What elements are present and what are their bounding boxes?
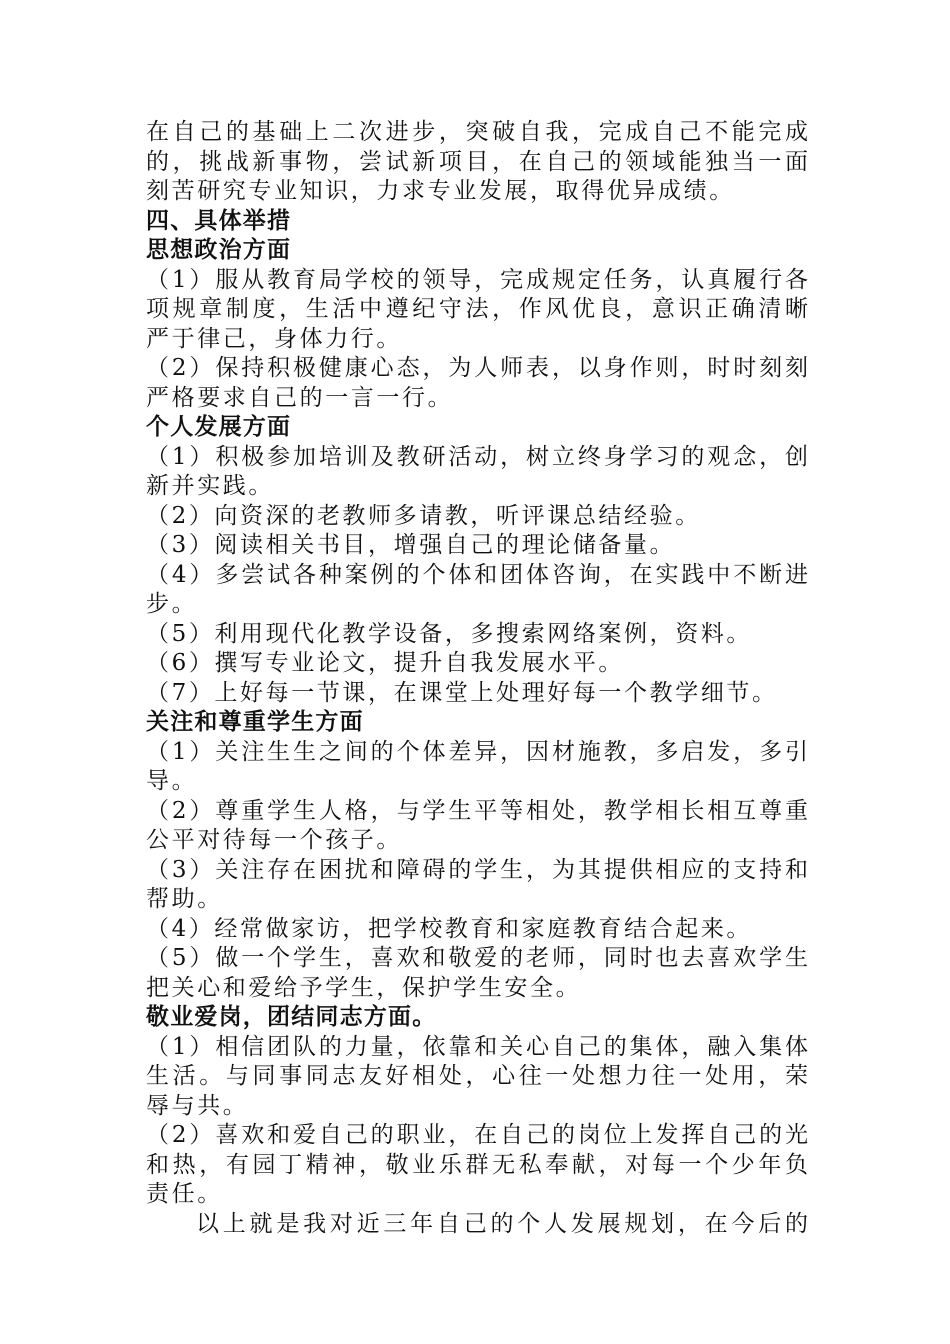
- text-line: 帮助。: [146, 886, 223, 912]
- text-line: 新并实践。: [146, 473, 274, 499]
- text-line: 责任。: [146, 1181, 223, 1207]
- text-line: 把关心和爱给予学生，保护学生安全。: [146, 974, 582, 1001]
- text-line: （2）喜欢和爱自己的职业，在自己的岗位上发挥自己的光: [146, 1122, 808, 1148]
- text-line: 严于律己，身体力行。: [146, 325, 402, 352]
- section-heading: 关注和尊重学生方面: [146, 709, 364, 735]
- text-line: （5）做一个学生，喜欢和敬爱的老师，同时也去喜欢学生: [146, 945, 808, 971]
- text-line: （1）服从教育局学校的领导，完成规定任务，认真履行各: [146, 266, 808, 293]
- text-line: （7）上好每一节课，在课堂上处理好每一个教学细节。: [146, 679, 778, 706]
- text-line: 在自己的基础上二次进步，突破自我，完成自己不能完成: [146, 119, 808, 145]
- text-line: （3）阅读相关书目，增强自己的理论储备量。: [146, 532, 676, 558]
- text-line: 步。: [146, 591, 198, 617]
- text-line: 刻苦研究专业知识，力求专业发展，取得优异成绩。: [146, 178, 735, 204]
- text-line: （5）利用现代化教学设备，多搜索网络案例，资料。: [146, 620, 753, 647]
- text-line: （4）经常做家访，把学校教育和家庭教育结合起来。: [146, 915, 753, 942]
- section-heading: 四、具体举措: [146, 207, 292, 234]
- text-line: （2）向资深的老教师多请教，听评课总结经验。: [146, 502, 701, 529]
- text-line: 生活。与同事同志友好相处，心往一处想力往一处用，荣: [146, 1063, 808, 1089]
- text-line: 以上就是我对近三年自己的个人发展规划，在今后的: [196, 1210, 808, 1237]
- text-line: 导。: [146, 768, 198, 794]
- text-line: 的，挑战新事物，尝试新项目，在自己的领域能独当一面: [146, 148, 808, 175]
- text-line: 公平对待每一个孩子。: [146, 827, 402, 853]
- text-line: （3）关注存在困扰和障碍的学生，为其提供相应的支持和: [146, 856, 808, 883]
- text-line: （4）多尝试各种案例的个体和团体咨询，在实践中不断进: [146, 561, 808, 588]
- text-line: 项规章制度，生活中遵纪守法，作风优良，意识正确清晰: [146, 296, 808, 322]
- section-heading: 个人发展方面: [146, 414, 292, 440]
- text-line: （1）关注生生之间的个体差异，因材施教，多启发，多引: [146, 738, 808, 765]
- document-page: [146, 118, 808, 1239]
- text-line: （2）尊重学生人格，与学生平等相处，教学相长相互尊重: [146, 797, 808, 824]
- text-line: （2）保持积极健康心态，为人师表，以身作则，时时刻刻: [146, 355, 808, 381]
- section-heading: 敬业爱岗，团结同志方面。: [146, 1004, 437, 1030]
- text-line: （6）撰写专业论文，提升自我发展水平。: [146, 650, 625, 676]
- section-heading: 思想政治方面: [146, 237, 292, 263]
- text-line: （1）积极参加培训及教研活动，树立终身学习的观念，创: [146, 443, 808, 470]
- text-line: 严格要求自己的一言一行。: [146, 384, 454, 411]
- text-line: 辱与共。: [146, 1092, 249, 1119]
- text-line: （1）相信团队的力量，依靠和关心自己的集体，融入集体: [146, 1033, 808, 1060]
- text-line: 和热，有园丁精神，敬业乐群无私奉献，对每一个少年负: [146, 1151, 808, 1178]
